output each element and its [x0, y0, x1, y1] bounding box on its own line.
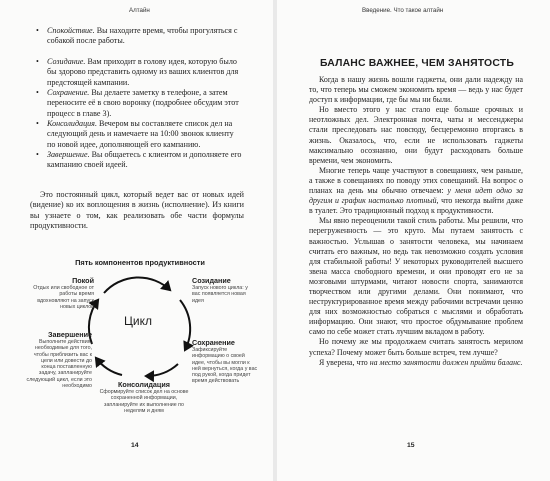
step-consolidation: Консолидация Сформируйте список дел на основе сохраненной информации, запланируйте их выполнение по неделям и дням	[99, 380, 189, 414]
step-capture: Сохранение Зафиксируйте информацию о своей идее, чтобы вы могли к ней вернуться, когда у вас под рукой, когда придет время действовать	[192, 338, 258, 385]
paragraph: Я уверена, что на место занятости должен прийти баланс.	[319, 357, 523, 367]
diagram-title: Пять компонентов продуктивности	[75, 258, 205, 267]
bullet-list	[30, 26, 244, 171]
page-number-left: 14	[131, 442, 139, 449]
list-item: • Созидание. Вам приходит в голову идея, которую было бы здорово представить одному из ваших клиентов для предстоящей кампании.	[30, 57, 244, 88]
arrow-consolidation-to-completion	[96, 358, 122, 375]
section-heading: БАЛАНС ВАЖНЕЕ, ЧЕМ ЗАНЯТОСТЬ	[320, 58, 514, 69]
body-paragraph: Это постоянный цикл, который ведет вас от новых идей (видение) ко их воплощения в жизнь (исполнение). Из книги вы узнаете о том, как реализовать обе части формулы продуктивности.	[30, 190, 244, 231]
cycle-diagram	[0, 268, 273, 428]
paragraph: Но вместо этого у нас стало еще больше срочных и неотложных дел. Электронная почта, чаты и мессенджеры стали преследовать нас повсюду, бесцеремонно вторгаясь в жизнь. Оказалось, что, если не использовать гаджеты максимально осознанно, они будут расходовать больше времени, чем экономить.	[309, 105, 523, 165]
bullet-list-block	[30, 26, 244, 171]
step-completion: Завершение Выполните действия, необходимые для того, чтобы приблизить вас к цели или довести до конца поставленную задачу, запланируйте следующий цикл, если это необходимо	[26, 330, 92, 390]
paragraph: Мы явно переоценили такой стиль работы. Мы решили, что перегруженность — это круто. Мы путаем занятость с важностью. Услышав о занятости человека, мы начинаем считать его важным, но ведь так невозможно создать условия для стабильной работы! У некоторых руководителей высшего звена масса свободного времени, и они проводят его не за мозговыми штурмами, читают новости спорта, занимаются творчеством или другими делами. Они понимают, что неструктурированное время между рабочими встречами ценно для них возможностью собраться с мыслями и обработать информацию. Они знают, что простое обдумывание проблем само по себе может стать лучшим вкладом в работу.	[309, 216, 523, 337]
paragraph: Но почему же мы продолжаем считать занятость мерилом успеха? Почему может быть больше встреч, тем лучше?	[309, 337, 523, 357]
paragraph: Многие теперь чаще участвуют в совещаниях, чем раньше, а также в совещаниях по поводу этих совещаний. На вопрос о планах на день мы обычно отвечаем: у меня идет одно за другим и график настолько плотный, что некогда выйти даже в туалет. Это традиционный подход к продуктивности.	[309, 165, 524, 216]
cycle-center-label: Цикл	[124, 314, 152, 328]
list-item: • Спокойствие. Вы находите время, чтобы прогуляться с собакой после работы.	[30, 26, 244, 57]
paragraph: Когда в нашу жизнь вошли гаджеты, они дали надежду на то, что теперь мы сможем экономить время — ведь у нас будет доступ к информации, где бы мы ни были.	[309, 75, 523, 105]
arrow-capture-to-consolidation	[146, 364, 178, 376]
list-item: • Сохранение. Вы делаете заметку в телефоне, а затем переносите её в свою воронку (подробнее обсудим этот процесс в главе 3).	[30, 88, 244, 119]
arrow-rest-to-creation	[104, 277, 170, 293]
running-head-right: Введение. Что такое алтайн	[362, 7, 444, 14]
right-page	[277, 0, 550, 481]
step-rest: Покой Отдых или свободное от работы время вдохновляют на запуск новых циклов	[33, 276, 94, 310]
page-number-right: 15	[407, 442, 415, 449]
list-item: • Завершение. Вы общаетесь с клиентом и дополняете его кампанию своей идеей.	[30, 150, 244, 171]
step-creation: Созидание Запуск нового цикла: у вас появляется новая идея	[192, 276, 248, 304]
left-page	[0, 0, 273, 481]
arrow-creation-to-capture	[180, 300, 190, 350]
body-text	[309, 75, 523, 368]
running-head-left: Алтайн	[129, 7, 150, 14]
list-item: • Консолидация. Вечером вы составляете список дел на следующий день и намечаете на 10:00 звонок клиенту по новой идее, дополняющей его кампанию.	[30, 119, 244, 150]
